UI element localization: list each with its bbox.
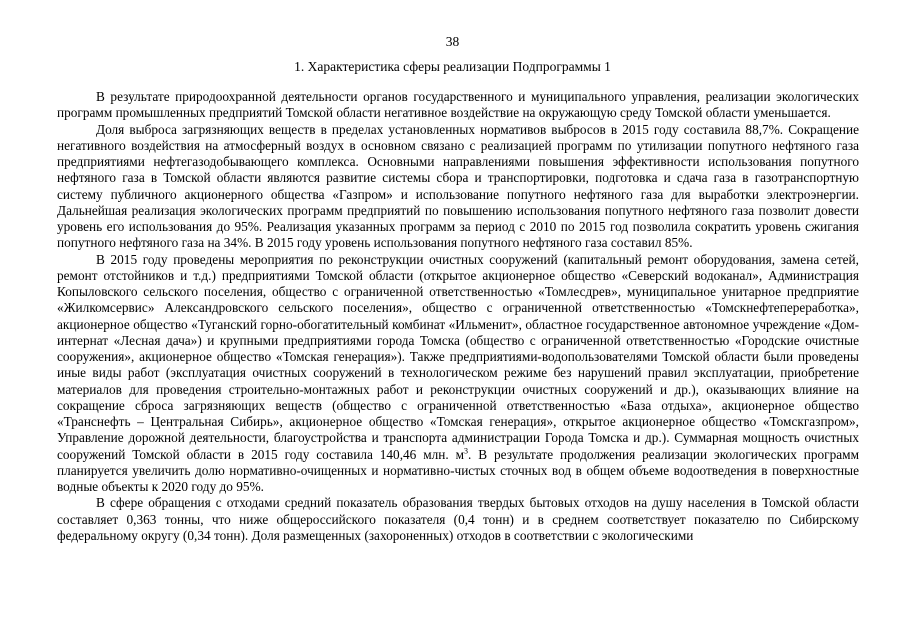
cubic-superscript: 3 [464,446,468,456]
paragraph-wastewater-text: В 2015 году проведены мероприятия по реконструкции очистных сооружений (капитальный ремонт оборудования, замена сетей, ремонт отстойников и т.д.) предприятиями Томской области (открытое акционерное общество «Северский водоканал», Администрация Копыловского сельского поселения, общество с ограниченной ответственностью «Томлесдрев», муниципальное унитарное предприятие «Жилкомсервис» Александровского сельского поселения», общество с ограниченной ответственностью «Томскнефтепереработка», акционерное общество «Туганский горно-обогатительный комбинат «Ильменит», областное государственное автономное учреждение «Дом-интернат «Лесная дача») и крупными предприятиями города Томска (общество с ограниченной ответственностью «Городские очистные сооружения», акционерное общество «Томская генерация»). Также предприятиями-водопользователями Томской области были проведены иные виды работ (эксплуатация очистных сооружений в технологическом режиме без нарушений правил эксплуатации, приобретение материалов для проведения строительно-монтажных работ и реконструкции очистных сооружений и др.), оказывающих влияние на сокращение сброса загрязняющих веществ (общество с ограниченной ответственностью «База отдыха», акционерное общество «Транснефть – Центральная Сибирь», акционерное общество «Томская генерация», открытое акционерное общество «Томскгазпром», Управление дорожной деятельности, благоустройства и транспорта администрации Города Томска и др.). Суммарная мощность очистных сооружений Томской области в 2015 году составила 140,46 млн. м [57,251,859,462]
section-title: 1. Характеристика сферы реализации Подпрограммы 1 [294,59,611,74]
paragraph-emissions-gas: Доля выброса загрязняющих веществ в пределах установленных нормативов выбросов в 2015 году составила 88,7%. Сокращение негативного воздействия на атмосферный воздух в основном связано с реализацией программ по утилизации попутного нефтяного газа предприятиями нефтегазодобывающего комплекса. Основными направлениями повышения эффективности использования попутного нефтяного газа в Томской области являются развитие системы сбора и транспортировки, подготовка и сдача газа в газотранспортную систему публичного акционерного общества «Газпром» и использование попутного нефтяного газа для выработки электроэнергии. Дальнейшая реализация экологических программ предприятий по повышению использования попутного нефтяного газа позволит довести уровень его использования до 95%. Реализация указанных программ за период с 2010 по 2015 год позволила сократить уровень сжигания попутного нефтяного газа на 34%. В 2015 году уровень использования попутного нефтяного газа составил 85%. [57,121,859,251]
paragraph-wastewater [57,252,859,496]
page-number: 38 [445,34,460,49]
paragraph-waste: В сфере обращения с отходами средний показатель образования твердых бытовых отходов на душу населения в Томской области составляет 0,363 тонны, что ниже общероссийского показателя (0,4 тонн) и в среднем соответствует показателю по Сибирскому федеральному округу (0,34 тонн). Доля размещенных (захороненных) отходов в соответствии с экологическими [57,495,859,543]
body-text [57,89,859,544]
paragraph-environmental-impact: В результате природоохранной деятельности органов государственного и муниципального управления, реализации экологических программ промышленных предприятий Томской области негативное воздействие на окружающую среду Томской области уменьшается. [57,89,859,121]
paragraph-wastewater-text-after: . В результате продолжения реализации экологических программ планируется увеличить долю нормативно-очищенных и нормативно-чистых сточных вод в общем объеме водоотведения в поверхностные водные объекты к 2020 году до 95%. [57,446,859,494]
